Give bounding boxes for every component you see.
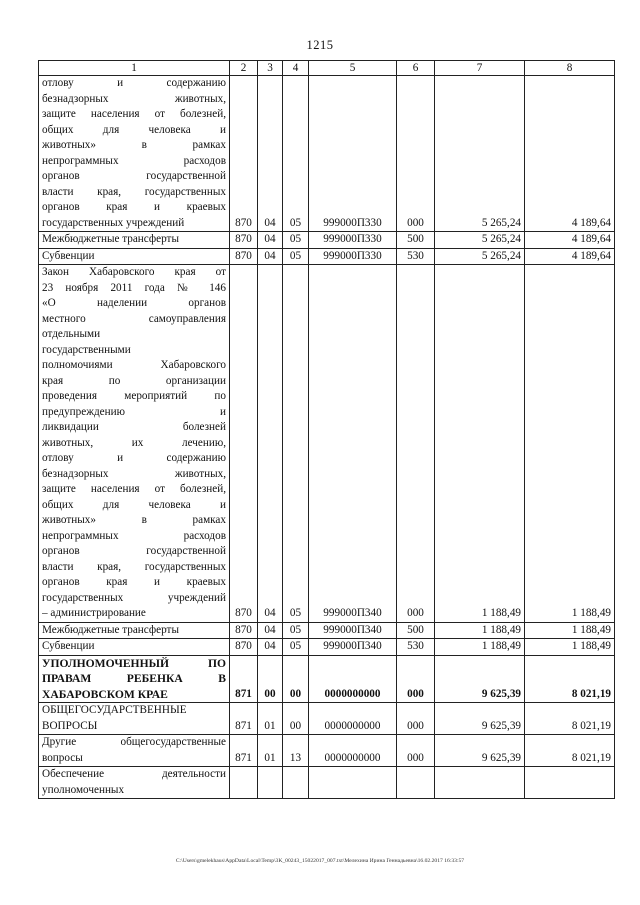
cell-amount-executed: 1 188,49 bbox=[525, 265, 615, 623]
cell-target-article: 999000П340 bbox=[309, 639, 397, 656]
cell-item-name bbox=[39, 703, 230, 735]
cell-amount-2016: 1 188,49 bbox=[435, 622, 525, 639]
item-name-line: Межбюджетные трансферты bbox=[42, 233, 179, 245]
cell-ministry-code: 870 bbox=[230, 622, 258, 639]
table-row bbox=[39, 76, 615, 232]
item-name-line: Обеспечение деятельности bbox=[42, 768, 226, 780]
cell-expense-type: 530 bbox=[397, 248, 435, 265]
cell-subsection bbox=[283, 767, 309, 799]
table-row bbox=[39, 622, 615, 639]
cell-target-article: 999000П330 bbox=[309, 248, 397, 265]
cell-item-name bbox=[39, 265, 230, 623]
column-header-1: 1 bbox=[39, 61, 230, 76]
item-name-line: общих для человека и bbox=[42, 498, 226, 511]
cell-amount-executed: 8 021,19 bbox=[525, 735, 615, 767]
cell-target-article bbox=[309, 767, 397, 799]
item-name-line: органов края и краевых bbox=[42, 201, 226, 213]
item-name-line: власти края, государственных bbox=[42, 185, 226, 198]
item-name-line: ВОПРОСЫ bbox=[42, 719, 98, 732]
item-name-line: защите населения от болезней, bbox=[42, 483, 226, 495]
cell-item-name bbox=[39, 76, 230, 232]
cell-amount-2016: 9 625,39 bbox=[435, 703, 525, 735]
item-name-line: предупреждению и bbox=[42, 405, 226, 418]
item-name-line: Субвенции bbox=[42, 249, 95, 262]
item-name-line: отлову и содержанию bbox=[42, 452, 226, 464]
item-name-line: защите населения от болезней, bbox=[42, 108, 226, 120]
item-name-line: животных» в рамках bbox=[42, 514, 226, 526]
cell-expense-type: 530 bbox=[397, 639, 435, 656]
item-name-line: вопросы bbox=[42, 751, 83, 764]
cell-item-name bbox=[39, 639, 230, 656]
column-header-4: 4 bbox=[283, 61, 309, 76]
cell-target-article: 999000П330 bbox=[309, 76, 397, 232]
item-name-line: Другие общегосударственные bbox=[42, 736, 226, 748]
cell-amount-2016: 1 188,49 bbox=[435, 265, 525, 623]
cell-expense-type: 000 bbox=[397, 265, 435, 623]
cell-ministry-code: 870 bbox=[230, 232, 258, 249]
item-name-line: животных» в рамках bbox=[42, 139, 226, 151]
item-name-line: государственными bbox=[42, 343, 131, 356]
cell-amount-executed: 1 188,49 bbox=[525, 639, 615, 656]
cell-amount-2016: 5 265,24 bbox=[435, 248, 525, 265]
item-name-line: непрограммных расходов bbox=[42, 529, 226, 542]
cell-target-article: 999000П330 bbox=[309, 232, 397, 249]
cell-amount-executed: 8 021,19 bbox=[525, 655, 615, 703]
cell-target-article: 0000000000 bbox=[309, 655, 397, 703]
item-name-line: государственных учреждений bbox=[42, 591, 226, 604]
cell-amount-executed: 8 021,19 bbox=[525, 703, 615, 735]
cell-expense-type: 000 bbox=[397, 703, 435, 735]
page-number: 1215 bbox=[306, 38, 334, 52]
item-name-line: отлову и содержанию bbox=[42, 77, 226, 89]
cell-amount-2016: 5 265,24 bbox=[435, 232, 525, 249]
cell-item-name bbox=[39, 622, 230, 639]
cell-section: 00 bbox=[258, 655, 283, 703]
cell-amount-2016 bbox=[435, 767, 525, 799]
cell-expense-type: 000 bbox=[397, 655, 435, 703]
table-row bbox=[39, 735, 615, 767]
item-name-line: безнадзорных животных, bbox=[42, 92, 226, 105]
cell-ministry-code: 870 bbox=[230, 76, 258, 232]
cell-amount-2016: 1 188,49 bbox=[435, 639, 525, 656]
item-name-line: общих для человека и bbox=[42, 123, 226, 136]
item-name-line: отдельными bbox=[42, 328, 101, 340]
cell-amount-executed bbox=[525, 767, 615, 799]
cell-amount-2016: 9 625,39 bbox=[435, 655, 525, 703]
table-body bbox=[39, 76, 615, 799]
cell-section: 04 bbox=[258, 248, 283, 265]
column-header-6: 6 bbox=[397, 61, 435, 76]
item-name-line: местного самоуправления bbox=[42, 312, 226, 325]
cell-section bbox=[258, 767, 283, 799]
table-row bbox=[39, 639, 615, 656]
item-name-line: уполномоченных bbox=[42, 783, 125, 796]
cell-subsection: 00 bbox=[283, 703, 309, 735]
cell-ministry-code: 871 bbox=[230, 703, 258, 735]
cell-expense-type: 000 bbox=[397, 76, 435, 232]
cell-target-article: 0000000000 bbox=[309, 735, 397, 767]
cell-amount-executed: 4 189,64 bbox=[525, 232, 615, 249]
cell-section: 01 bbox=[258, 703, 283, 735]
item-name-line: животных, их лечению, bbox=[42, 436, 226, 449]
table-row bbox=[39, 248, 615, 265]
cell-subsection: 05 bbox=[283, 622, 309, 639]
item-name-line: непрограммных расходов bbox=[42, 154, 226, 167]
cell-expense-type: 500 bbox=[397, 232, 435, 249]
cell-item-name bbox=[39, 767, 230, 799]
cell-item-name bbox=[39, 248, 230, 265]
item-name-line: ОБЩЕГОСУДАРСТВЕННЫЕ bbox=[42, 704, 187, 716]
cell-target-article: 0000000000 bbox=[309, 703, 397, 735]
table-row bbox=[39, 232, 615, 249]
item-name-line: проведения мероприятий по bbox=[42, 390, 226, 402]
cell-ministry-code bbox=[230, 767, 258, 799]
item-name-line: ПРАВАМ РЕБЕНКА В bbox=[42, 672, 226, 685]
table-row bbox=[39, 265, 615, 623]
item-name-line: органов государственной bbox=[42, 545, 226, 557]
cell-amount-2016: 5 265,24 bbox=[435, 76, 525, 232]
cell-ministry-code: 870 bbox=[230, 248, 258, 265]
item-name-line: УПОЛНОМОЧЕННЫЙ ПО bbox=[42, 656, 226, 670]
column-header-3: 3 bbox=[258, 61, 283, 76]
table-header-row bbox=[39, 61, 615, 76]
item-name-line: безнадзорных животных, bbox=[42, 467, 226, 480]
file-path-footer: C:\Users\gmelekhaus\AppData\Local\Temp\3K_00243_15022017_007.txt\Мелехина Ирина Геннадьевна\16.02.2017 16:33:57 bbox=[175, 858, 465, 864]
cell-section: 04 bbox=[258, 232, 283, 249]
table-row bbox=[39, 655, 615, 703]
item-name-line: органов государственной bbox=[42, 170, 226, 182]
item-name-line: ХАБАРОВСКОМ КРАЕ bbox=[42, 687, 168, 701]
table-row bbox=[39, 703, 615, 735]
cell-section: 04 bbox=[258, 265, 283, 623]
cell-ministry-code: 871 bbox=[230, 655, 258, 703]
item-name-line: власти края, государственных bbox=[42, 560, 226, 573]
cell-amount-executed: 4 189,64 bbox=[525, 248, 615, 265]
cell-item-name bbox=[39, 655, 230, 703]
item-name-line: полномочиями Хабаровского bbox=[42, 359, 226, 371]
table-row bbox=[39, 767, 615, 799]
column-header-2: 2 bbox=[230, 61, 258, 76]
item-name-line: 23 ноября 2011 года № 146 bbox=[42, 281, 226, 294]
cell-subsection: 05 bbox=[283, 265, 309, 623]
item-name-line: ликвидации болезней bbox=[42, 421, 226, 433]
cell-amount-2016: 9 625,39 bbox=[435, 735, 525, 767]
column-header-8: 8 bbox=[525, 61, 615, 76]
cell-subsection: 05 bbox=[283, 248, 309, 265]
cell-amount-executed: 1 188,49 bbox=[525, 622, 615, 639]
column-header-7: 7 bbox=[435, 61, 525, 76]
cell-subsection: 05 bbox=[283, 639, 309, 656]
cell-item-name bbox=[39, 735, 230, 767]
cell-ministry-code: 870 bbox=[230, 265, 258, 623]
cell-subsection: 13 bbox=[283, 735, 309, 767]
item-name-line: органов края и краевых bbox=[42, 576, 226, 588]
cell-expense-type: 500 bbox=[397, 622, 435, 639]
item-name-line: Межбюджетные трансферты bbox=[42, 623, 179, 636]
cell-ministry-code: 870 bbox=[230, 639, 258, 656]
cell-section: 04 bbox=[258, 76, 283, 232]
cell-section: 04 bbox=[258, 622, 283, 639]
item-name-line: Закон Хабаровского края от bbox=[42, 266, 226, 278]
cell-item-name bbox=[39, 232, 230, 249]
cell-section: 04 bbox=[258, 639, 283, 656]
cell-target-article: 999000П340 bbox=[309, 622, 397, 639]
item-name-line: Субвенции bbox=[42, 640, 95, 652]
cell-expense-type: 000 bbox=[397, 735, 435, 767]
cell-section: 01 bbox=[258, 735, 283, 767]
cell-target-article: 999000П340 bbox=[309, 265, 397, 623]
cell-subsection: 05 bbox=[283, 232, 309, 249]
cell-subsection: 00 bbox=[283, 655, 309, 703]
cell-ministry-code: 871 bbox=[230, 735, 258, 767]
cell-expense-type bbox=[397, 767, 435, 799]
item-name-line: – администрирование bbox=[42, 607, 146, 619]
column-header-5: 5 bbox=[309, 61, 397, 76]
item-name-line: края по организации bbox=[42, 374, 226, 387]
cell-amount-executed: 4 189,64 bbox=[525, 76, 615, 232]
cell-subsection: 05 bbox=[283, 76, 309, 232]
budget-table bbox=[38, 60, 615, 799]
item-name-line: «О наделении органов bbox=[42, 297, 226, 309]
item-name-line: государственных учреждений bbox=[42, 216, 185, 229]
